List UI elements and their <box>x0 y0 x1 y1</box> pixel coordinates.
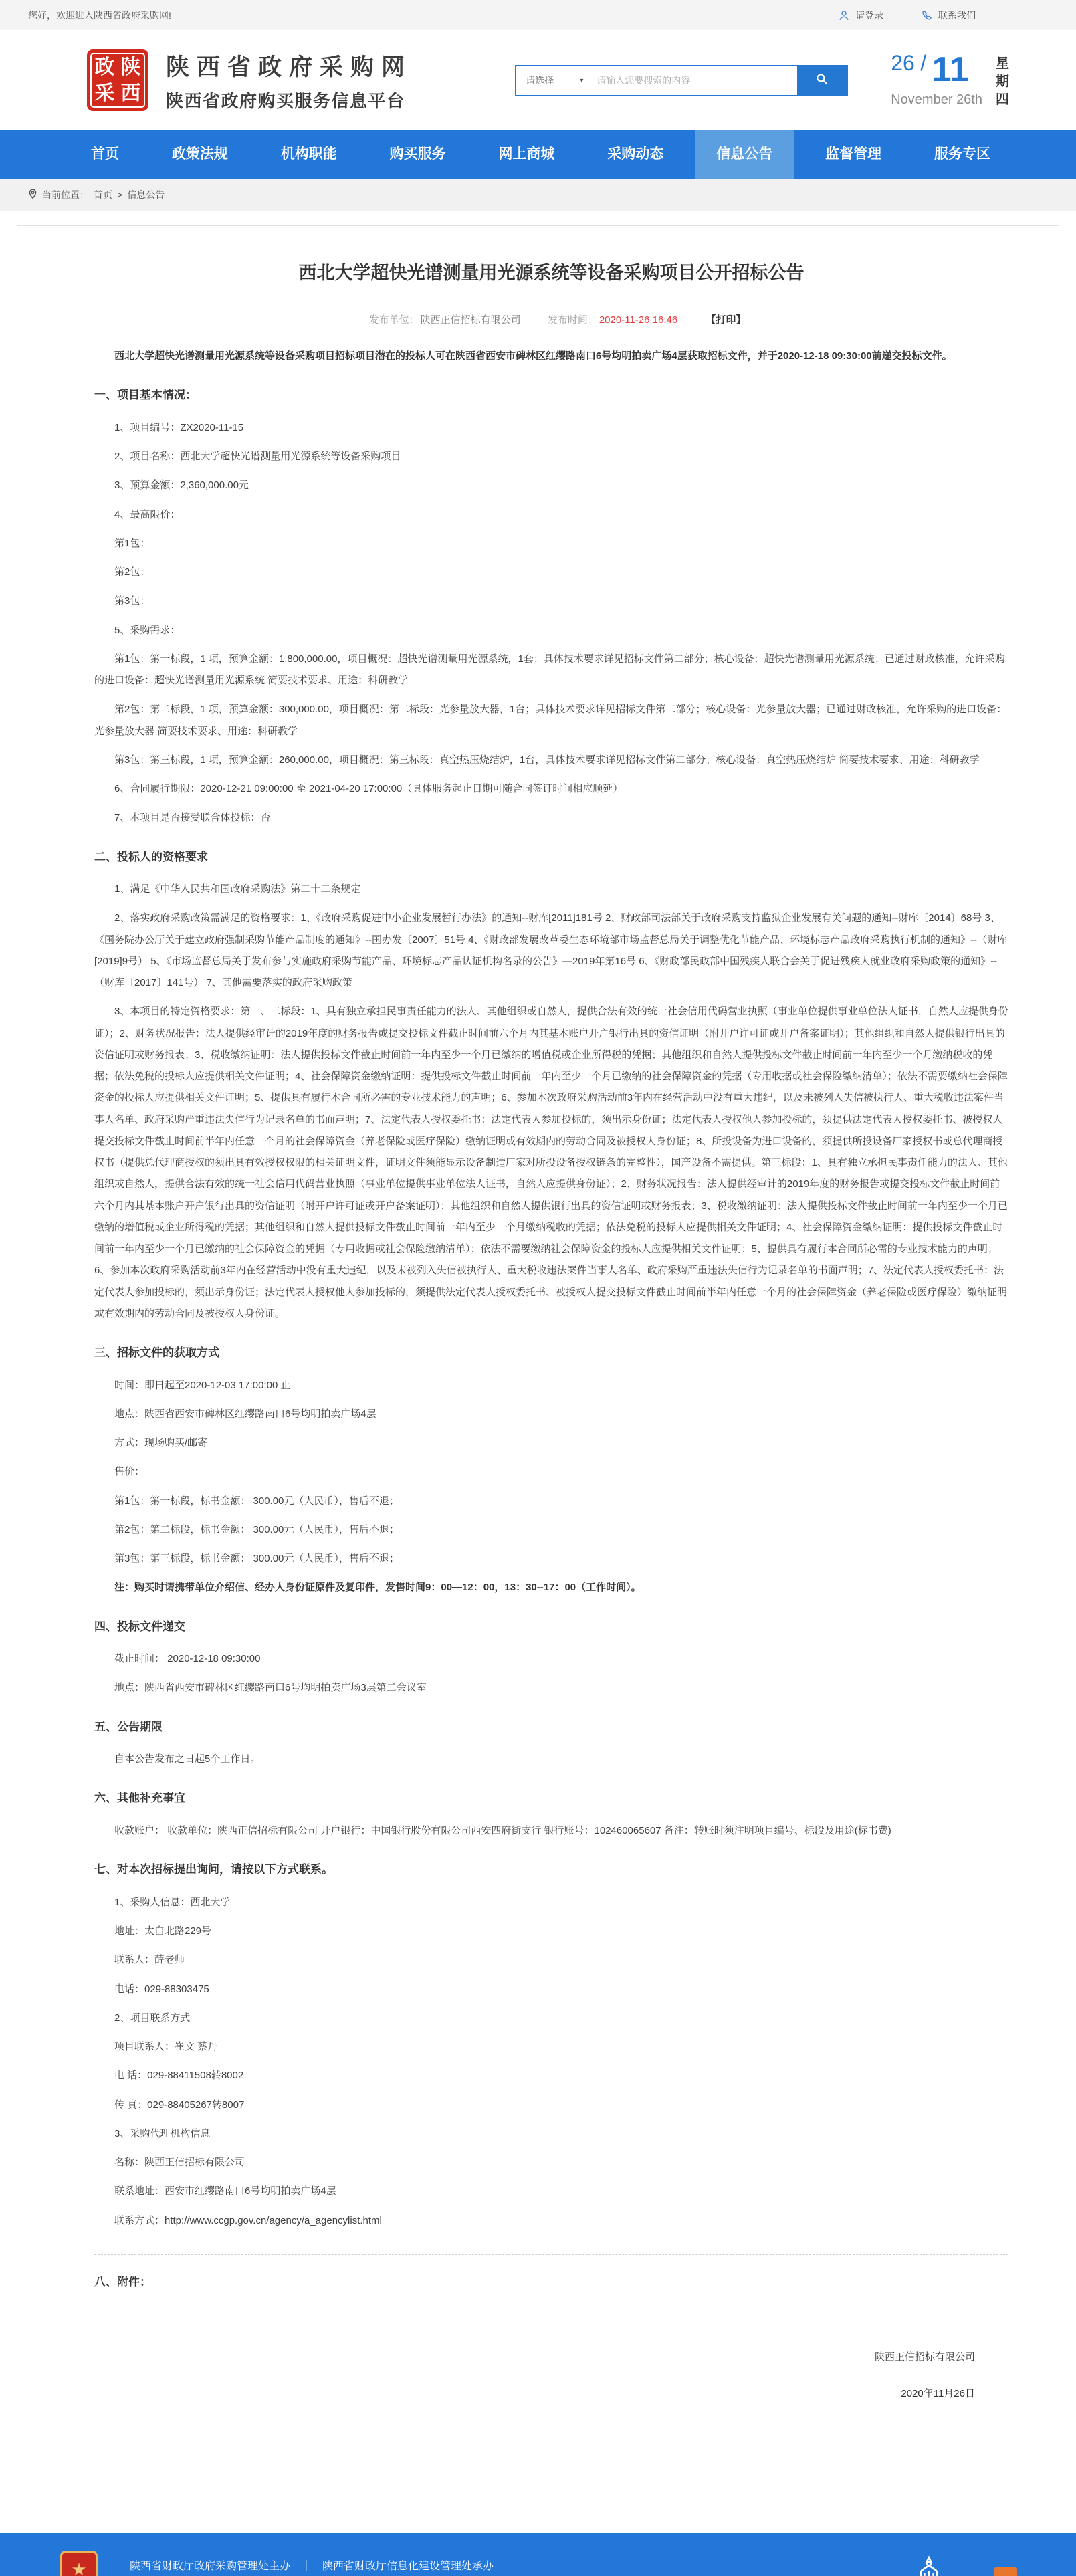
logo-char: 政 <box>94 56 115 78</box>
section-heading: 三、招标文件的获取方式 <box>94 1346 219 1360</box>
section-heading: 五、公告期限 <box>94 1720 163 1733</box>
section-heading: 二、投标人的资格要求 <box>94 850 208 863</box>
article-paragraph: 1、满足《中华人民共和国政府采购法》第二十二条规定 <box>114 883 361 895</box>
publish-time-value: 2020-11-26 16:46 <box>599 314 678 326</box>
badge-icon[interactable] <box>994 2567 1017 2576</box>
breadcrumb-current: 信息公告 <box>127 189 165 200</box>
announcement-card <box>17 225 1059 2533</box>
monument-icon <box>916 2555 942 2576</box>
main-nav <box>0 130 1076 179</box>
article-paragraph: 电话：029-88303475 <box>114 1983 209 1995</box>
article-paragraph: 自本公告发布之日起5个工作日。 <box>114 1753 261 1765</box>
publisher-value: 陕西正信招标有限公司 <box>420 314 521 326</box>
nav-item-政策法规[interactable]: 政策法规 <box>171 146 228 162</box>
section-heading: 六、其他补充事宜 <box>94 1792 185 1805</box>
article-paragraph: 联系人：薛老师 <box>114 1954 185 1966</box>
date-day: 26 <box>891 50 915 75</box>
article-paragraph: 2、项目联系方式 <box>114 2012 191 2024</box>
article-paragraph: 收款账户： 收款单位：陕西正信招标有限公司 开户银行：中国银行股份有限公司西安四府街支行 银行账号：102460065607 备注：转账时须注明项目编号、标段及用途(标书费) <box>114 1825 891 1837</box>
article-paragraph: 地点：陕西省西安市碑林区红缨路南口6号均明拍卖广场3层第二会议室 <box>114 1682 427 1694</box>
publisher-label: 发布单位： <box>368 314 419 326</box>
nav-item-购买服务[interactable]: 购买服务 <box>389 146 446 162</box>
article-paragraph: 4、最高限价： <box>114 508 181 520</box>
article-paragraph: 第1包： <box>114 537 150 549</box>
article-paragraph: 时间：即日起至2020-12-03 17:00:00 止 <box>114 1379 291 1391</box>
article-paragraph: 联系方式：http://www.ccgp.gov.cn/agency/a_agencylist.html <box>114 2214 382 2226</box>
contact-link[interactable] <box>921 9 976 22</box>
login-label: 请登录 <box>855 9 883 21</box>
article-paragraph: 第1包：第一标段，1 项，预算金额：1,800,000.00，项目概况：超快光谱测量用光源系统，1套；具体技术要求详见招标文件第二部分；核心设备：超快光谱测量用光源系统；已通过财政核准，允许采购的进口设备：超快光谱测量用光源系统 简要技术要求、用途：科研教学 <box>94 653 1005 687</box>
article-paragraph: 传 真：029-88405267转8007 <box>114 2099 245 2111</box>
chevron-down-icon: ▼ <box>578 77 585 84</box>
article-paragraph: 7、本项目是否接受联合体投标：否 <box>114 812 271 824</box>
date-month: 11 <box>932 49 969 89</box>
footer-text <box>130 2557 494 2573</box>
nav-item-网上商城[interactable]: 网上商城 <box>498 146 555 162</box>
user-icon <box>838 9 850 21</box>
nav-item-信息公告[interactable]: 信息公告 <box>695 130 794 179</box>
signature-block <box>94 2349 975 2400</box>
site-header <box>0 30 1076 130</box>
logo-char: 西 <box>120 82 141 104</box>
logo-char: 采 <box>94 82 115 104</box>
breadcrumb-label: 当前位置： <box>42 189 89 200</box>
signature-date: 2020年11月26日 <box>901 2387 975 2399</box>
welcome-text: 您好，欢迎进入陕西省政府采购网! <box>28 9 171 21</box>
search-select-value: 请选择 <box>526 75 554 86</box>
article-paragraph: 第3包：第三标段，标书金额： 300.00元（人民币），售后不退； <box>114 1553 399 1565</box>
weekday-label: 星 期 四 <box>996 56 1009 107</box>
article-paragraph: 3、预算金额：2,360,000.00元 <box>114 479 249 492</box>
search-category-select[interactable] <box>516 66 591 95</box>
search-icon <box>815 72 829 89</box>
footer-host: 陕西省财政厅政府采购管理处主办 <box>130 2561 291 2572</box>
government-emblem-icon: ★ <box>60 2551 98 2576</box>
article-body <box>94 346 1008 2232</box>
search-box <box>515 65 848 96</box>
location-pin-icon <box>28 189 37 201</box>
article-paragraph: 第2包：第二标段，标书金额： 300.00元（人民币），售后不退； <box>114 1523 399 1535</box>
article-paragraph: 方式：现场购买/邮寄 <box>114 1437 208 1449</box>
breadcrumb <box>0 179 1076 211</box>
site-logo <box>87 49 148 111</box>
nav-item-服务专区[interactable]: 服务专区 <box>934 146 990 162</box>
article-paragraph: 第1包：第一标段，标书金额： 300.00元（人民币），售后不退； <box>114 1495 399 1507</box>
article-paragraph: 6、合同履行期限：2020-12-21 09:00:00 至 2021-04-20 17:00:00（具体服务起止日期可随合同签订时间相应顺延） <box>114 783 623 795</box>
date-slash: / <box>920 50 927 75</box>
logo-char: 陕 <box>120 56 141 78</box>
date-numbers <box>891 49 982 89</box>
article-paragraph: 联系地址：西安市红缨路南口6号均明拍卖广场4层 <box>114 2185 336 2197</box>
section-heading: 七、对本次招标提出询问，请按以下方式联系。 <box>94 1863 333 1876</box>
signature-company: 陕西正信招标有限公司 <box>874 2351 975 2363</box>
print-button[interactable]: 【打印】 <box>706 314 746 326</box>
phone-icon <box>921 9 933 21</box>
article-paragraph: 注：购买时请携带单位介绍信、经办人身份证原件及复印件，发售时间9：00—12：00，13：30--17：00（工作时间）。 <box>114 1582 641 1594</box>
article-paragraph: 西北大学超快光谱测量用光源系统等设备采购项目招标项目潜在的投标人可在陕西省西安市碑林区红缨路南口6号均明拍卖广场4层获取招标文件，并于2020-12-18 09:30:00前递交投标文件。 <box>114 350 952 362</box>
section-divider <box>94 2254 1008 2255</box>
article-paragraph: 电 话：029-88411508转8002 <box>114 2070 244 2082</box>
page-title: 西北大学超快光谱测量用光源系统等设备采购项目公开招标公告 <box>298 263 804 283</box>
article-paragraph: 3、采购代理机构信息 <box>114 2127 211 2139</box>
site-title: 陕西省政府采购网 <box>166 53 413 80</box>
date-block <box>891 49 1009 109</box>
site-footer <box>0 2533 1076 2576</box>
nav-item-监督管理[interactable]: 监督管理 <box>825 146 882 162</box>
site-titles <box>166 49 412 112</box>
article-paragraph: 地点：陕西省西安市碑林区红缨路南口6号均明拍卖广场4层 <box>114 1408 376 1420</box>
search-input[interactable] <box>591 66 797 95</box>
article-paragraph: 5、采购需求： <box>114 624 181 636</box>
nav-item-采购动态[interactable]: 采购动态 <box>607 146 664 162</box>
publish-time-label: 发布时间： <box>547 314 598 326</box>
article-paragraph: 3、本项目的特定资格要求：第一、二标段：1、具有独立承担民事责任能力的法人、其他组织或自然人，提供合法有效的统一社会信用代码营业执照（事业单位提供事业单位法人证书，自然人应提供身份证）；2、财务状况报告：法人提供经审计的2019年度的财务报告或提交投标文件截止时间前六个月内其基本账户开户银行出具的资信证明（附开户许可证或开户备案证明）；其他组织和自然人提供银行出具的资信证明或财务报表；3、税收缴纳证明：法人提供投标文件截止时间前一年内至少一个月已缴纳的增值税或企业所得税的凭据；其他组织和自然人提供投标文件截止时间前一年内至少一个月缴纳税收的凭据；依法免税的投标人应提供相关文件证明；4、社会保障资金缴纳证明：提供投标文件截止时间前一年内至少一个月已缴纳的社会保障资金的凭据（专用收据或社会保险缴纳清单）；依法不需要缴纳社会保障资金的投标人应提供相关文件证明；5、提供具有履行本合同所必需的专业技术能力的声明；6、参加本次政府采购活动前3年内在经营活动中没有重大违纪，以及未被列入失信被执行人、重大税收违法案件当事人名单、政府采购严重违法失信行为记录名单的书面声明；7、法定代表人授权委托书：法定代表人参加投标的，须出示身份证；法定代表人授权他人参加投标的，须提供法定代表人授权委托书、被授权人提交投标文件截止时间前半年内任意一个月的社会保障资金（养老保险或医疗保险）缴纳证明或有效期内的劳动合同及被授权人身份证；8、所投设备为进口设备的，须提供所投设备厂家授权书或总代理商授权书（提供总代理商授权的须出具有效授权权限的相关证明文件，证明文件须能显示设备制造厂家对所投设备授权链条的完整性），国产设备不需提供。第三标段：1、具有独立承担民事责任能力的法人、其他组织或自然人，提供合法有效的统一社会信用代码营业执照（事业单位提供事业单位法人证书，自然人应提供身份证）；2、财务状况报告：法人提供经审计的2019年度的财务报告或提交投标文件截止时间前六个月内其基本账户开户银行出具的资信证明（附开户许可证或开户备案证明）；其他组织和自然人提供银行出具的资信证明或财务报表；3、税收缴纳证明：法人提供投标文件截止时间前一年内至少一个月已缴纳的增值税或企业所得税的凭据；其他组织和自然人提供投标文件截止时间前一年内至少一个月缴纳税收的凭据；依法免税的投标人应提供相关文件证明；4、社会保障资金缴纳证明：提供投标文件截止时间前一年内至少一个月已缴纳的社会保障资金的凭据（专用收据或社会保险缴纳清单）；依法不需要缴纳社会保障资金的投标人应提供相关文件证明；5、提供具有履行本合同所必需的专业技术能力的声明；6、参加本次政府采购活动前3年内在经营活动中没有重大违纪，以及未被列入失信被执行人、重大税收违法案件当事人名单、政府采购严重违法失信行为记录名单的书面声明；7、法定代表人授权委托书：法定代表人参加投标的，须出示身份证；法定代表人授权他人参加投标的，须提供法定代表人授权委托书、被授权人提交投标文件截止时间前半年内任意一个月的社会保障资金（养老保险或医疗保险）缴纳证明或有效期内的劳动合同及被授权人身份证。 <box>94 1006 1008 1319</box>
login-link[interactable] <box>838 9 883 22</box>
attachment-heading: 八、附件： <box>94 2275 151 2288</box>
search-area <box>515 65 848 96</box>
nav-item-首页[interactable]: 首页 <box>91 146 119 162</box>
breadcrumb-home[interactable]: 首页 <box>94 189 112 200</box>
date-en-month: November <box>891 92 953 107</box>
main-content <box>0 211 1076 2533</box>
article-meta <box>94 304 1008 338</box>
footer-divider: ｜ <box>301 2561 312 2572</box>
logo-seal <box>90 53 145 108</box>
article-paragraph: 第2包：第二标段，1 项，预算金额：300,000.00，项目概况：第二标段：光参量放大器，1台；具体技术要求详见招标文件第二部分；核心设备：光参量放大器；已通过财政核准，允许采购的进口设备：光参量放大器 简要技术要求、用途：科研教学 <box>94 704 1007 737</box>
topbar-links <box>838 9 976 22</box>
article-paragraph: 售价： <box>114 1466 145 1478</box>
article-paragraph: 第3包： <box>114 595 150 607</box>
section-heading: 一、项目基本情况： <box>94 389 197 402</box>
date-english <box>891 92 982 108</box>
section-heading: 四、投标文件递交 <box>94 1620 185 1633</box>
contact-label: 联系我们 <box>938 9 976 21</box>
article-paragraph: 项目联系人：崔文 蔡丹 <box>114 2041 218 2053</box>
article-paragraph: 1、采购人信息：西北大学 <box>114 1896 231 1908</box>
search-button[interactable] <box>797 66 847 95</box>
article-paragraph: 第2包： <box>114 566 150 578</box>
date-en-day: 26th <box>956 92 982 107</box>
article-paragraph: 截止时间： 2020-12-18 09:30:00 <box>114 1653 261 1665</box>
footer-organizer: 陕西省财政厅信息化建设管理处承办 <box>322 2561 494 2572</box>
breadcrumb-separator: > <box>117 189 123 200</box>
nav-item-机构职能[interactable]: 机构职能 <box>280 146 337 162</box>
top-utility-bar <box>0 0 1076 30</box>
site-subtitle: 陕西省政府购买服务信息平台 <box>166 90 405 111</box>
article-paragraph: 2、落实政府采购政策需满足的资格要求：1、《政府采购促进中小企业发展暂行办法》的通知--财库[2011]181号 2、财政部司法部关于政府采购支持监狱企业发展有关问题的通知--财库〔2014〕68号 3、《国务院办公厅关于建立政府强制采购节能产品制度的通知》--国办发〔2007〕51号 4、《财政部发展改革委生态环境部市场监督总局关于调整优化节能产品、环境标志产品政府采购执行机制的通知》--（财库[2019]9号） 5、《市场监督总局关于发布参与实施政府采购节能产品、环境标志产品认证机构名录的公告》—2019年第16号 6、《财政部民政部中国残疾人联合会关于促进残疾人就业政府采购政策的通知》--（财库〔2017〕141号） 7、其他需要落实的政府采购政策 <box>94 912 1008 989</box>
article-paragraph: 2、项目名称：西北大学超快光谱测量用光源系统等设备采购项目 <box>114 451 401 463</box>
article-paragraph: 地址：太白北路229号 <box>114 1925 212 1937</box>
article-paragraph: 1、项目编号：ZX2020-11-15 <box>114 421 244 433</box>
article-paragraph: 名称：陕西正信招标有限公司 <box>114 2157 245 2169</box>
article-paragraph: 第3包：第三标段，1 项，预算金额：260,000.00，项目概况：第三标段：真空热压烧结炉，1台，具体技术要求详见招标文件第二部分；核心设备：真空热压烧结炉 简要技术要求、用途：科研教学 <box>114 754 980 766</box>
